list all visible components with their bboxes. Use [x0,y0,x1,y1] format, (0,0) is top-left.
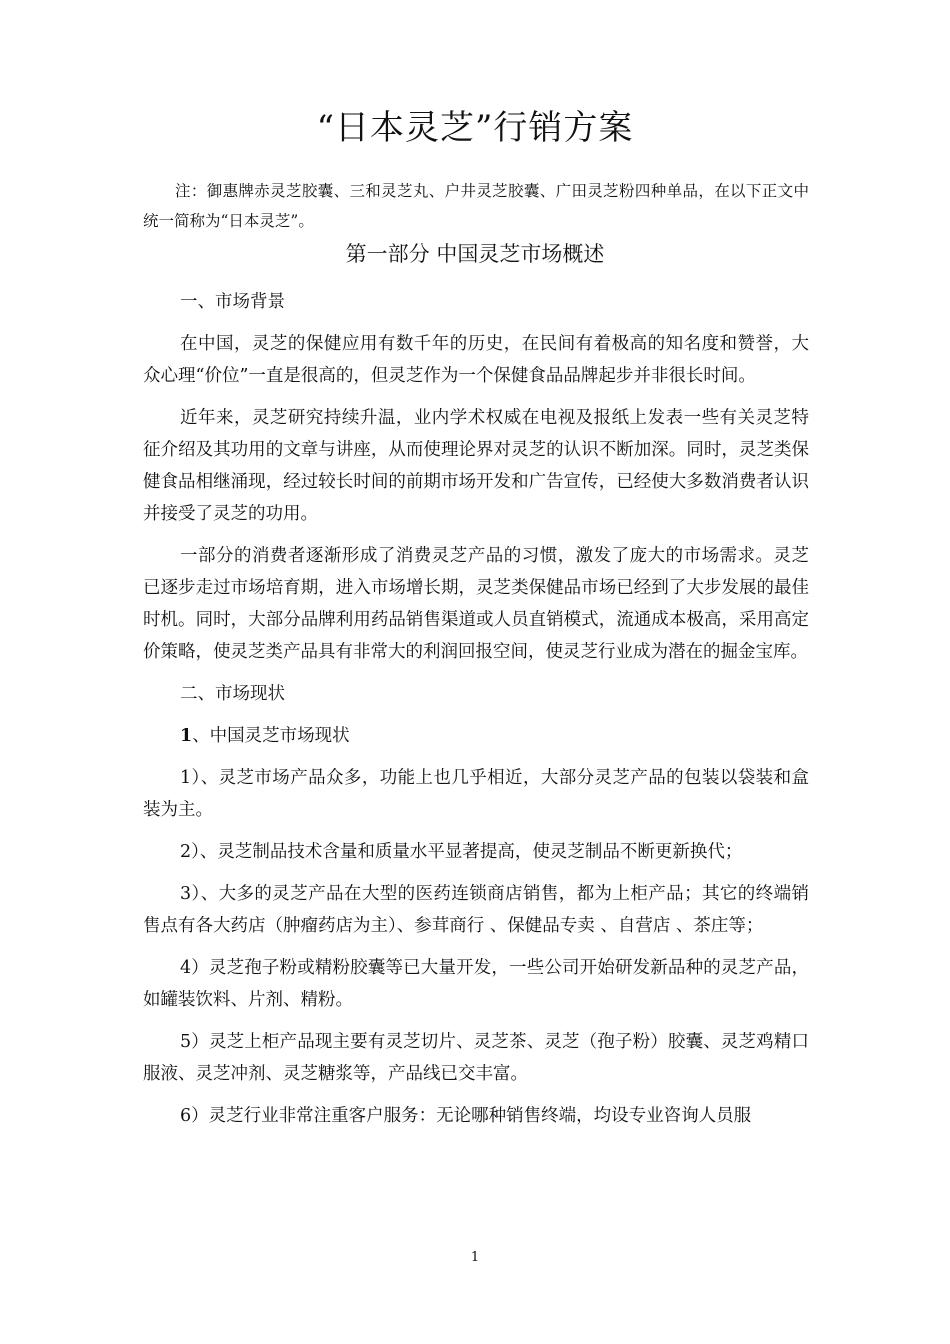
paragraph: 在中国，灵芝的保健应用有数千年的历史，在民间有着极高的知名度和赞誉，大众心理“价位”一直是很高的，但灵芝作为一个保健食品品牌起步并非很长时间。 [143,334,809,386]
section-heading-background: 一、市场背景 [180,292,285,312]
list-item: 6）灵芝行业非常注重客户服务：无论哪种销售终端，均设专业咨询人员服 [180,1106,752,1126]
note-paragraph: 注：御惠牌赤灵芝胶囊、三和灵芝丸、户井灵芝胶囊、广田灵芝粉四种单品，在以下正文中统一简称为“日本灵芝”。 [143,182,809,230]
subsection-heading [143,720,809,752]
list-item: 2）、灵芝制品技术含量和质量水平显著提高，使灵芝制品不断更新换代； [180,842,743,862]
section-heading-status: 二、市场现状 [180,684,285,704]
paragraph: 一部分的消费者逐渐形成了消费灵芝产品的习惯，激发了庞大的市场需求。灵芝已逐步走过市场培育期，进入市场增长期，灵芝类保健品市场已经到了大步发展的最佳时机。同时，大部分品牌利用药品销售渠道或人员直销模式，流通成本极高，采用高定价策略，使灵芝类产品具有非常大的利润回报空间，使灵芝行业成为潜在的掘金宝库。 [143,546,809,662]
list-item: 5）灵芝上柜产品现主要有灵芝切片、灵芝茶、灵芝（孢子粉）胶囊、灵芝鸡精口服液、灵芝冲剂、灵芝糖浆等，产品线已交丰富。 [143,1032,809,1084]
paragraph: 近年来，灵芝研究持续升温，业内学术权威在电视及报纸上发表一些有关灵芝特征介绍及其功用的文章与讲座，从而使理论界对灵芝的认识不断加深。同时，灵芝类保健食品相继涌现，经过较长时间的前期市场开发和广告宣传，已经使大多数消费者认识并接受了灵芝的功用。 [143,408,809,524]
subsection-title: 、中国灵芝市场现状 [192,726,350,746]
list-item: 4）灵芝孢子粉或精粉胶囊等已大量开发，一些公司开始研发新品种的灵芝产品，如罐装饮料、片剂、精粉。 [143,958,809,1010]
document-title: “日本灵芝”行销方案 [316,108,634,148]
part-heading: 第一部分 中国灵芝市场概述 [345,242,605,266]
list-item: 1）、灵芝市场产品众多，功能上也几乎相近，大部分灵芝产品的包装以袋装和盒装为主。 [143,768,809,820]
page-number: 1 [470,1250,480,1265]
document-body [143,286,809,1142]
list-item: 3）、大多的灵芝产品在大型的医药连锁商店销售，都为上柜产品；其它的终端销售点有各大药店（肿瘤药店为主）、参茸商行 、保健品专卖 、自营店 、茶庄等； [143,884,809,936]
subsection-number: 1 [180,726,193,746]
